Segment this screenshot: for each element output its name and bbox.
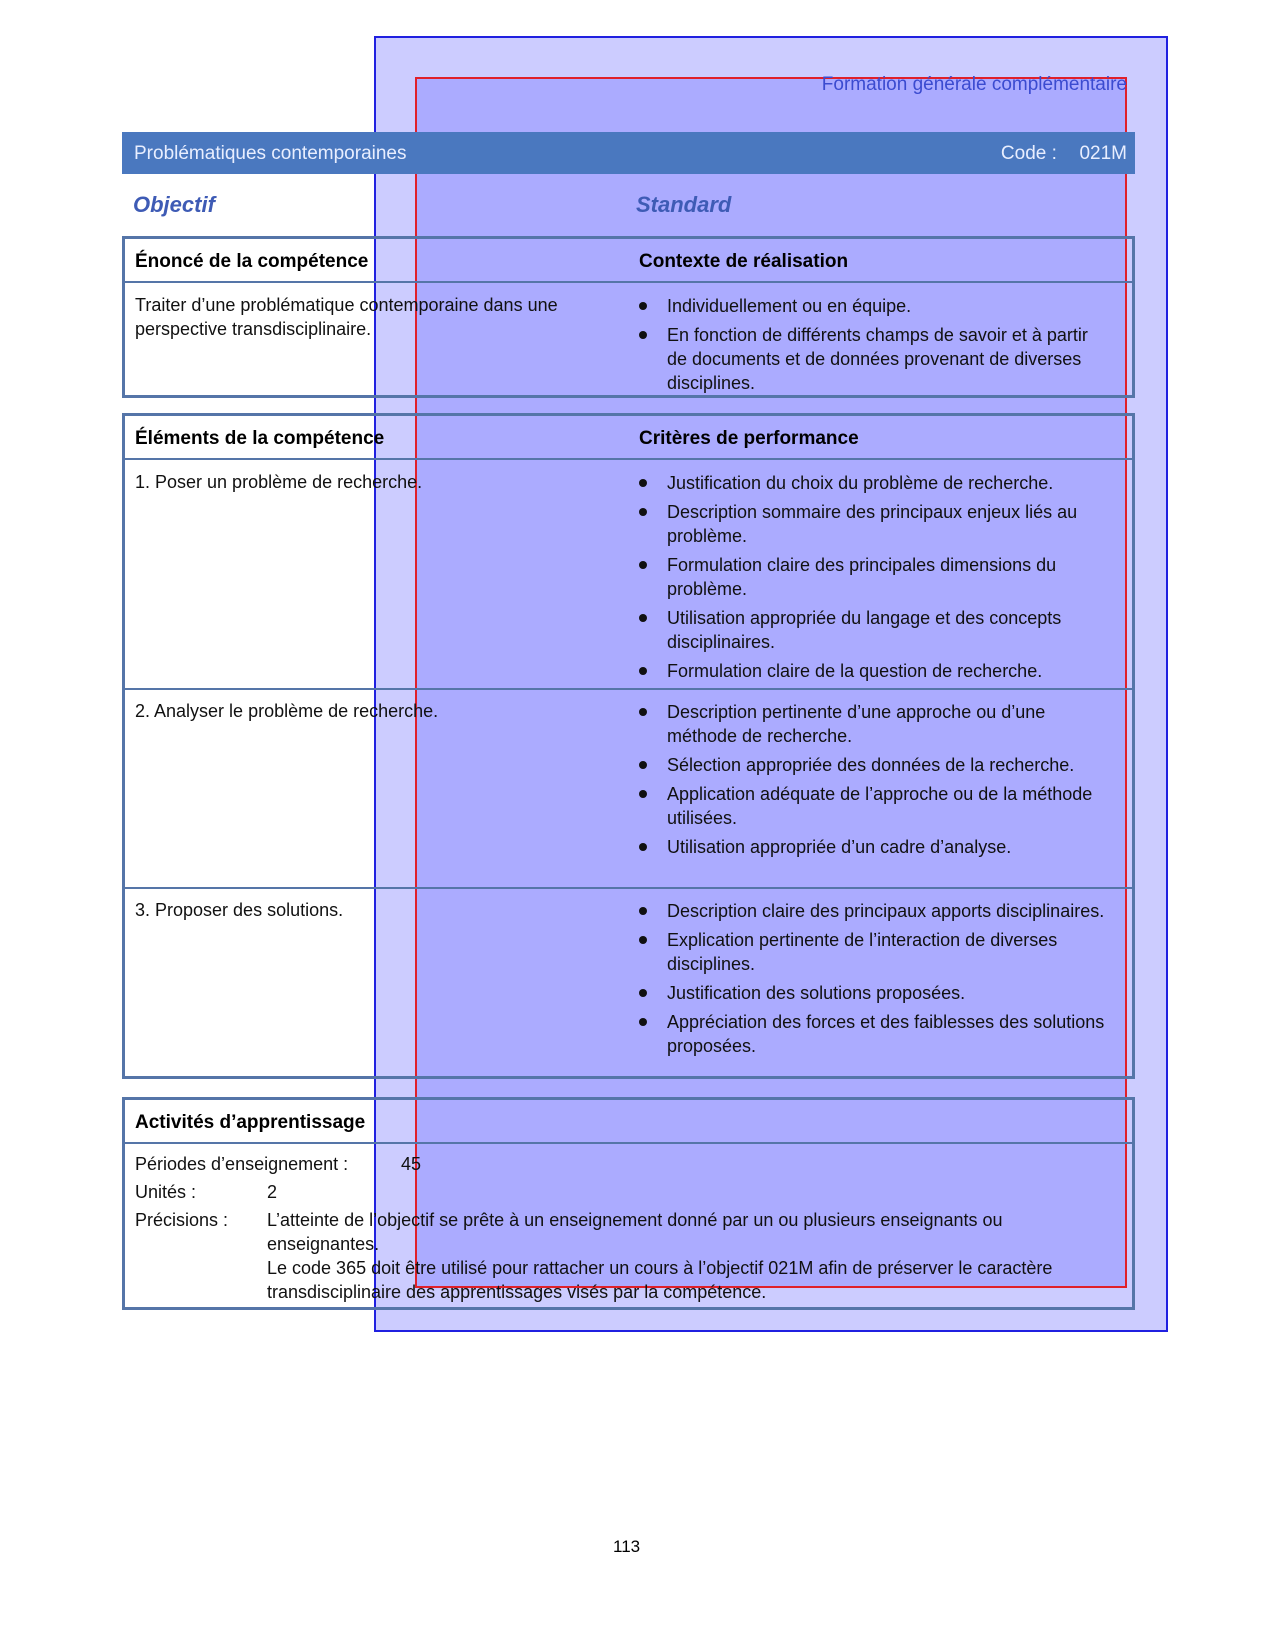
periods-label: Périodes d’enseignement :: [135, 1154, 349, 1174]
program-title: Formation générale complémentaire: [821, 74, 1127, 95]
element-2-criteria: [639, 700, 1109, 864]
context-header: Contexte de réalisation: [639, 251, 849, 272]
elements-header: Éléments de la compétence: [135, 428, 385, 449]
standard-heading: Standard: [636, 192, 732, 217]
list-item: Appréciation des forces et des faiblesses des solutions proposées.: [639, 1010, 1109, 1058]
course-code-label: Code :: [1000, 143, 1057, 164]
course-code-group: [1001, 143, 1127, 165]
list-item: Application adéquate de l’approche ou de la méthode utilisées.: [639, 782, 1109, 830]
elements-box: [122, 413, 1135, 1079]
competence-box-header: [125, 239, 1132, 283]
course-name: Problématiques contemporaines: [134, 143, 407, 164]
criteria-header: Critères de performance: [639, 428, 859, 449]
competence-statement-header: Énoncé de la compétence: [135, 251, 369, 272]
row-divider: [125, 688, 1132, 690]
element-3-label: 3. Proposer des solutions.: [135, 900, 344, 920]
list-item: Utilisation appropriée du langage et des concepts disciplinaires.: [639, 606, 1109, 654]
elements-box-header: [125, 416, 1132, 460]
precision-1: L’atteinte de l’objectif se prête à un enseignement donné par un ou plusieurs enseignants ou enseignantes.: [267, 1210, 1003, 1254]
periods-value: 45: [401, 1154, 422, 1174]
element-1-criteria: [639, 471, 1109, 688]
element-3-criteria: [639, 899, 1109, 1063]
page-number: 113: [613, 1537, 641, 1556]
course-code-value: 021M: [1079, 143, 1127, 164]
units-value: 2: [267, 1182, 278, 1202]
list-item: Description pertinente d’une approche ou d’une méthode de recherche.: [639, 700, 1109, 748]
list-item: Justification du choix du problème de recherche.: [639, 471, 1109, 495]
objective-heading: Objectif: [133, 192, 215, 217]
list-item: Justification des solutions proposées.: [639, 981, 1109, 1005]
list-item: En fonction de différents champs de savoir et à partir de documents et de données provenant de diverses disciplines.: [639, 323, 1109, 395]
competence-statement: Traiter d’une problématique contemporaine dans une perspective transdisciplinaire.: [135, 295, 558, 339]
list-item: Sélection appropriée des données de la recherche.: [639, 753, 1109, 777]
element-2-label: 2. Analyser le problème de recherche.: [135, 701, 439, 721]
list-item: Description sommaire des principaux enjeux liés au problème.: [639, 500, 1109, 548]
list-item: Utilisation appropriée d’un cadre d’analyse.: [639, 835, 1109, 859]
list-item: Formulation claire de la question de recherche.: [639, 659, 1109, 683]
activities-header: Activités d’apprentissage: [135, 1112, 366, 1133]
list-item: Individuellement ou en équipe.: [639, 294, 1109, 318]
element-1-label: 1. Poser un problème de recherche.: [135, 472, 423, 492]
row-divider: [125, 887, 1132, 889]
list-item: Explication pertinente de l’interaction de diverses disciplines.: [639, 928, 1109, 976]
list-item: Description claire des principaux apports disciplinaires.: [639, 899, 1109, 923]
list-item: Formulation claire des principales dimensions du problème.: [639, 553, 1109, 601]
competence-box: [122, 236, 1135, 398]
units-label: Unités :: [135, 1182, 197, 1202]
activities-box: [122, 1097, 1135, 1310]
precisions-label: Précisions :: [135, 1210, 229, 1230]
activities-box-header: [125, 1100, 1132, 1144]
context-list: [639, 294, 1109, 400]
precision-2: Le code 365 doit être utilisé pour rattacher un cours à l’objectif 021M afin de préserver le caractère transdisciplinaire des apprentissages visés par la compétence.: [267, 1258, 1053, 1302]
